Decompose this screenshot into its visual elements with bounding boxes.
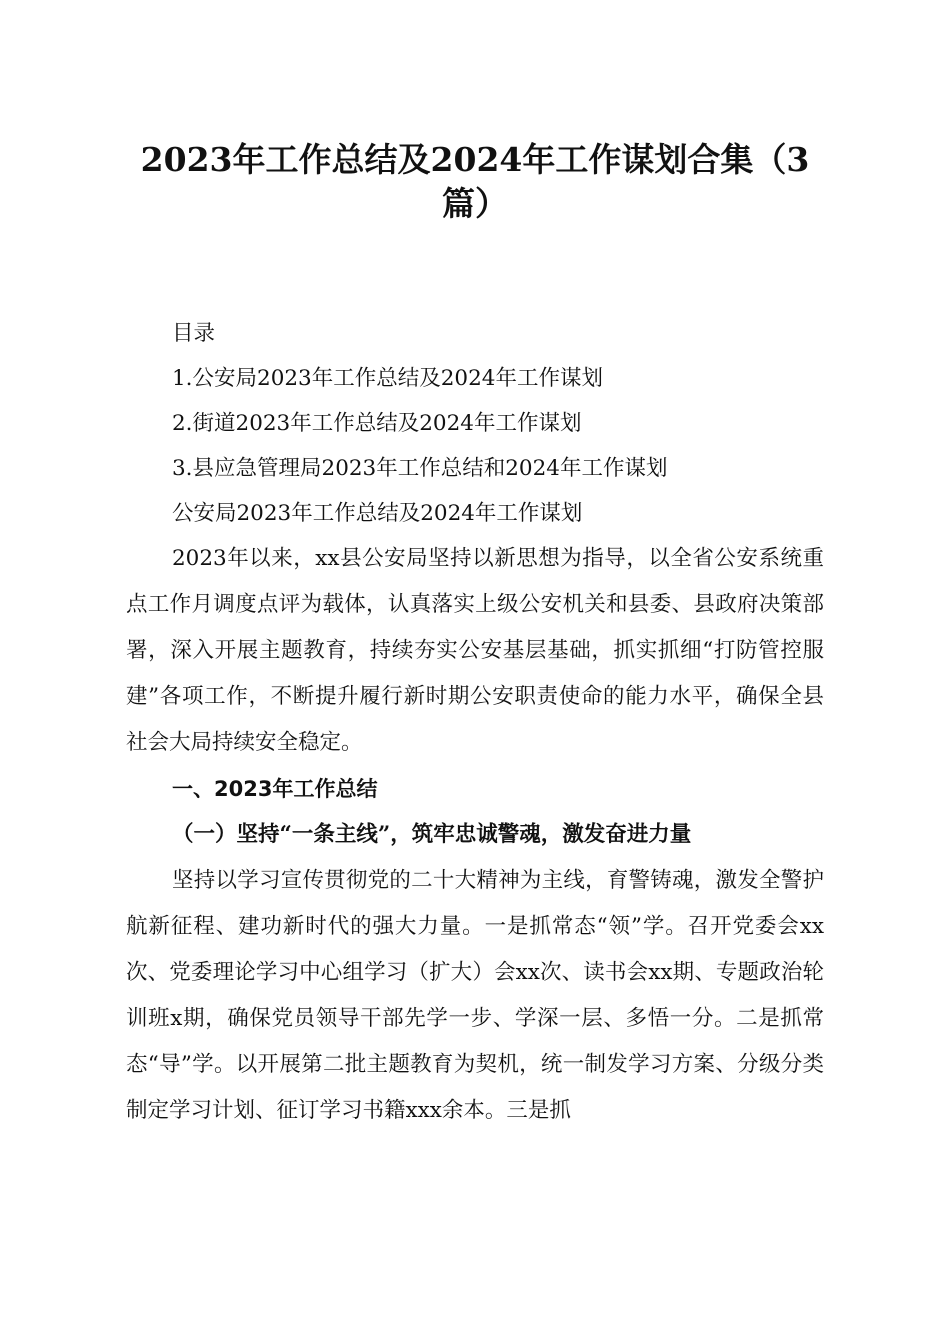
toc-item-1: 1.公安局2023年工作总结及2024年工作谋划 — [172, 366, 603, 391]
article-title: 公安局2023年工作总结及2024年工作谋划 — [172, 501, 583, 526]
document-title: 2023年工作总结及2024年工作谋划合集（3篇） — [140, 140, 810, 223]
toc-item-2: 2.街道2023年工作总结及2024年工作谋划 — [172, 411, 582, 436]
intro-paragraph: 2023年以来，xx县公安局坚持以新思想为指导，以全省公安系统重点工作月调度点评为载体，认真落实上级公安机关和县委、县政府决策部署，深入开展主题教育，持续夯实公安基层基础，抓实抓细“打防管控服建”各项工作，不断提升履行新时期公安职责使命的能力水平，确保全县社会大局持续安全稳定。 — [126, 546, 824, 755]
toc-item-3: 3.县应急管理局2023年工作总结和2024年工作谋划 — [172, 456, 668, 481]
toc-heading: 目录 — [172, 321, 216, 346]
subsection-1-paragraph: 坚持以学习宣传贯彻党的二十大精神为主线，育警铸魂，激发全警护航新征程、建功新时代的强大力量。一是抓常态“领”学。召开党委会xx次、党委理论学习中心组学习（扩大）会xx次、读书会xx期、专题政治轮训班x期，确保党员领导干部先学一步、学深一层、多悟一分。二是抓常态“导”学。以开展第二批主题教育为契机，统一制发学习方案、分级分类制定学习计划、征订学习书籍xxx余本。三是抓 — [126, 868, 824, 1123]
subsection-heading-1: （一）坚持“一条主线”，筑牢忠诚警魂，激发奋进力量 — [172, 822, 692, 847]
section-heading-1: 一、2023年工作总结 — [172, 777, 378, 801]
document-body — [126, 311, 824, 1134]
